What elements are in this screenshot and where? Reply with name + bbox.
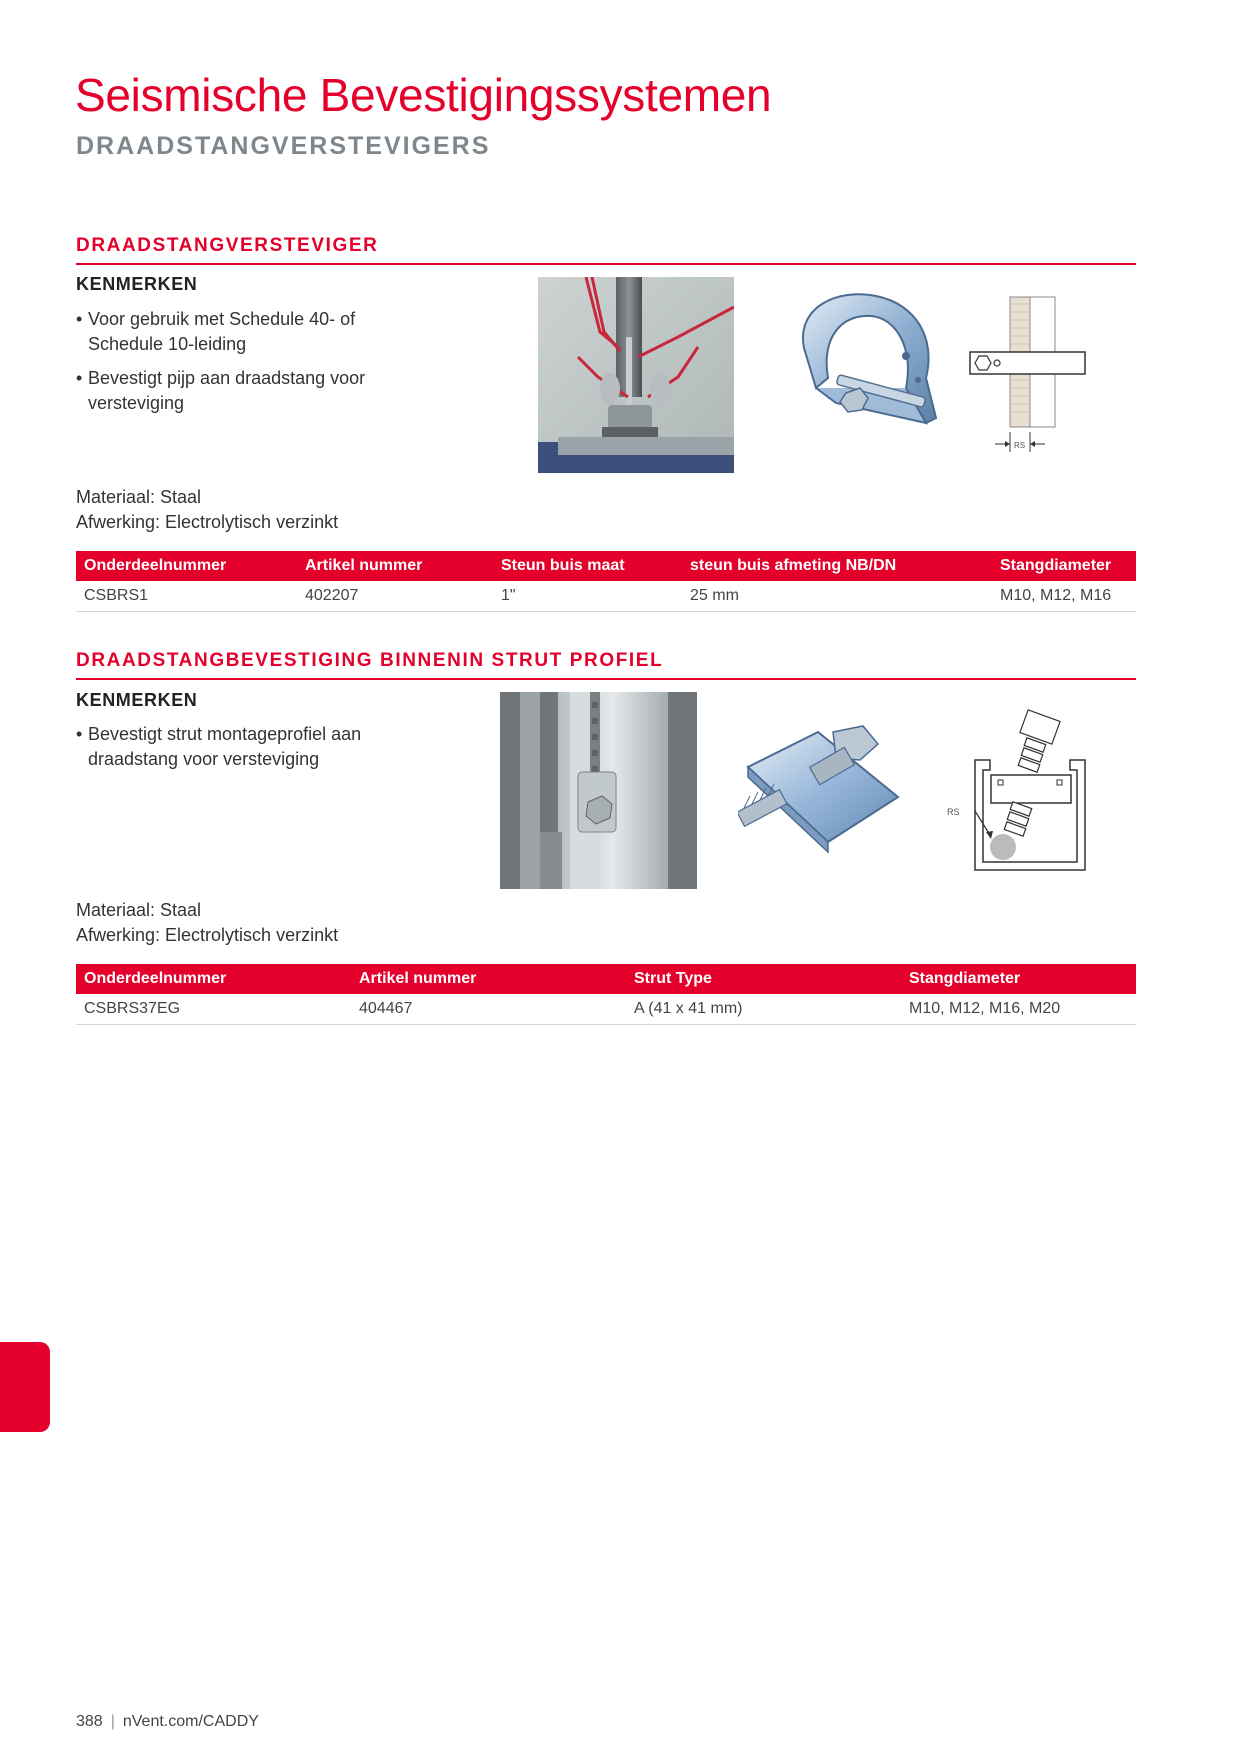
- table-row: [76, 581, 1136, 612]
- features-list: [76, 722, 376, 781]
- table-header-row: [76, 551, 1136, 581]
- features-label: KENMERKEN: [76, 690, 198, 710]
- page-subtitle: DRAADSTANGVERSTEVIGERS: [76, 132, 491, 160]
- table-cell: M10, M12, M16: [992, 581, 1136, 612]
- features-list: [76, 307, 376, 425]
- material-info: [76, 898, 338, 948]
- table-row: [76, 994, 1136, 1025]
- section-heading-strut-attachment: DRAADSTANGBEVESTIGING BINNENIN STRUT PROFIEL: [76, 650, 1136, 680]
- chapter-tab: [0, 1342, 50, 1432]
- dimension-diagram: [965, 292, 1095, 457]
- column-header: Stangdiameter: [992, 551, 1136, 581]
- column-header: Artikel nummer: [351, 964, 626, 994]
- material-info: [76, 485, 338, 535]
- table-cell: 402207: [297, 581, 493, 612]
- column-header: Steun buis maat: [493, 551, 682, 581]
- column-header: Onderdeelnummer: [76, 964, 351, 994]
- page-number: 388: [76, 1713, 103, 1730]
- material-text: Materiaal: Staal: [76, 487, 202, 507]
- installation-photo: [500, 692, 697, 889]
- table-cell: CSBRS1: [76, 581, 297, 612]
- features-label: KENMERKEN: [76, 274, 198, 294]
- finish-text: Afwerking: Electrolytisch verzinkt: [76, 512, 339, 532]
- page-footer: [76, 1713, 259, 1731]
- table-cell: A (41 x 41 mm): [626, 994, 901, 1025]
- spec-table: [76, 551, 1136, 612]
- table-cell: 25 mm: [682, 581, 992, 612]
- feature-item: • Bevestigt pijp aan draadstang voor versteviging: [76, 366, 376, 416]
- page-title: Seismische Bevestigingssystemen: [75, 69, 772, 121]
- finish-text: Afwerking: Electrolytisch verzinkt: [76, 925, 339, 945]
- table-header-row: [76, 964, 1136, 994]
- strut-nut-product-image: [738, 712, 910, 862]
- installation-photo: [538, 277, 734, 473]
- material-text: Materiaal: Staal: [76, 900, 202, 920]
- feature-item: • Voor gebruik met Schedule 40- of Schedule 10-leiding: [76, 307, 376, 357]
- footer-link[interactable]: nVent.com/CADDY: [122, 1713, 259, 1730]
- footer-separator: |: [110, 1713, 115, 1730]
- column-header: Artikel nummer: [297, 551, 493, 581]
- pipe-clamp-product-image: [776, 288, 962, 458]
- table-cell: M10, M12, M16, M20: [901, 994, 1136, 1025]
- table-cell: 404467: [351, 994, 626, 1025]
- spec-table: [76, 964, 1136, 1025]
- table-cell: CSBRS37EG: [76, 994, 351, 1025]
- column-header: Strut Type: [626, 964, 901, 994]
- column-header: steun buis afmeting NB/DN: [682, 551, 992, 581]
- dimension-diagram: [945, 705, 1095, 880]
- column-header: Stangdiameter: [901, 964, 1136, 994]
- feature-item: • Bevestigt strut montageprofiel aan draadstang voor versteviging: [76, 722, 376, 772]
- table-cell: 1": [493, 581, 682, 612]
- diagram-label-rs: RS: [1014, 441, 1026, 450]
- column-header: Onderdeelnummer: [76, 551, 297, 581]
- section-heading-rod-stiffener: DRAADSTANGVERSTEVIGER: [76, 235, 1136, 265]
- diagram-label-rs: RS: [947, 807, 960, 817]
